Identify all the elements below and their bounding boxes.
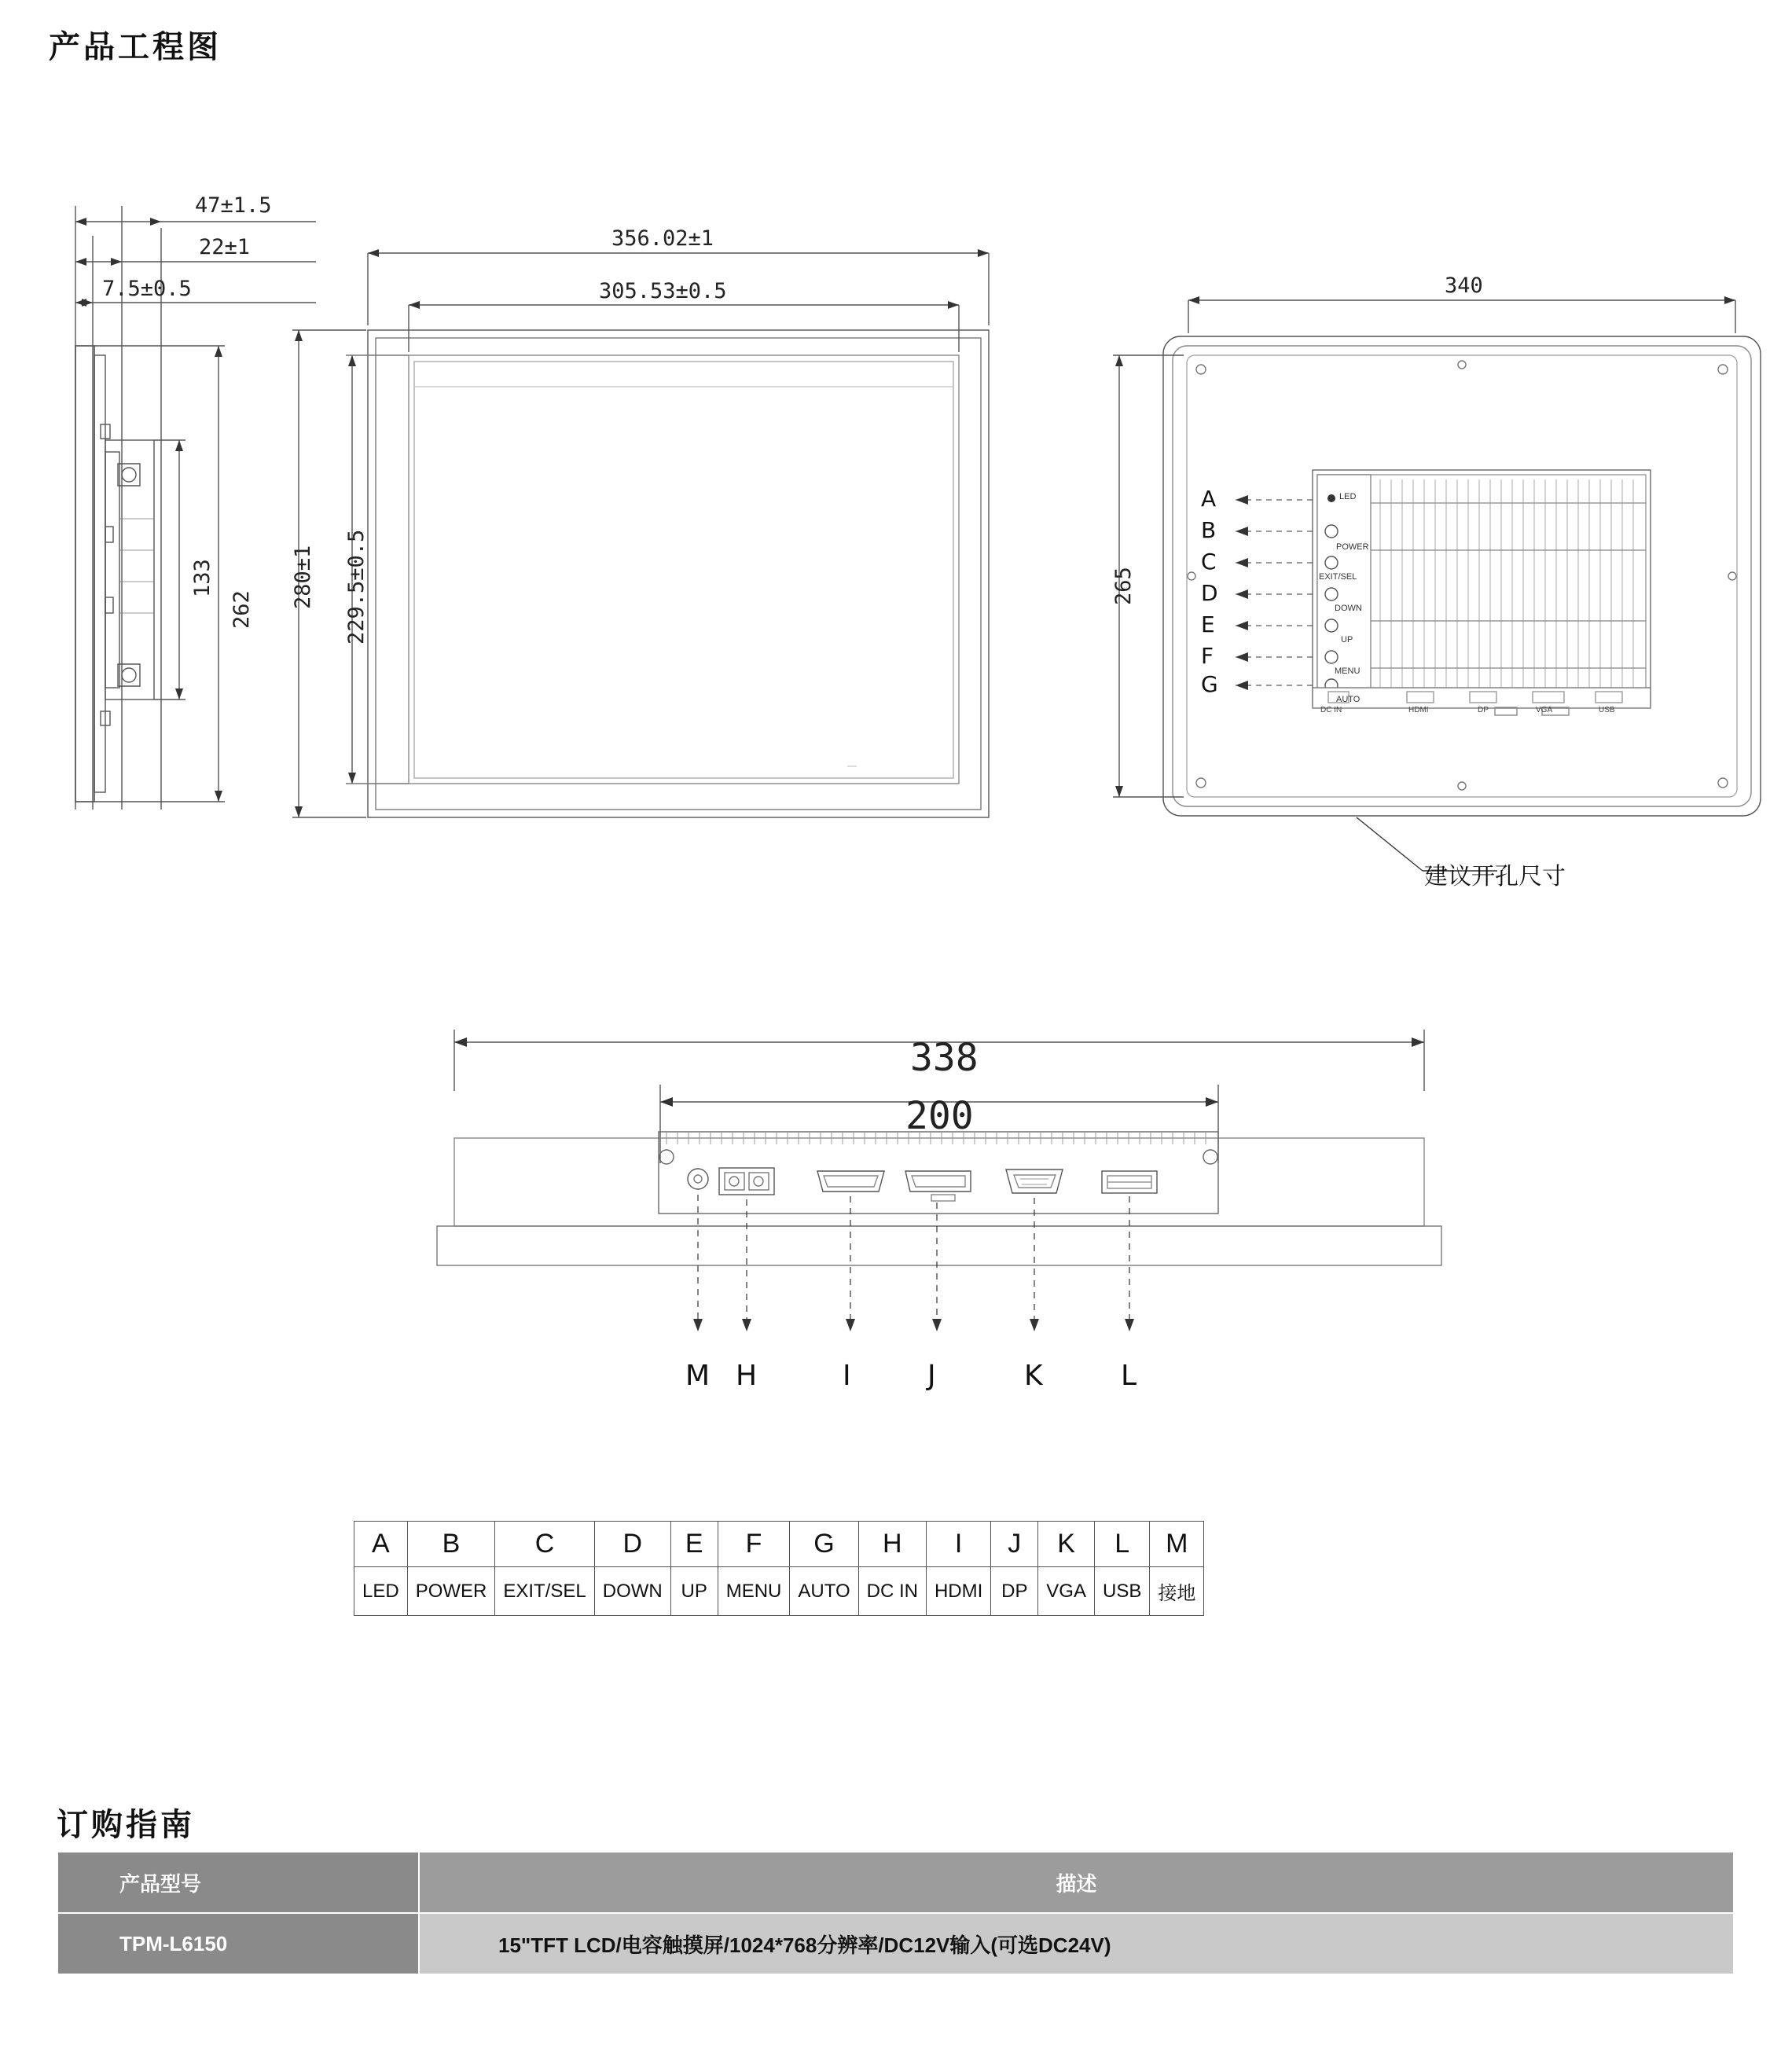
callout-b: B <box>1201 517 1217 543</box>
callout-j: J <box>927 1360 936 1392</box>
rear-label-power: POWER <box>1336 542 1369 552</box>
dim-front-width-active: 305.53±0.5 <box>599 279 727 303</box>
dim-front-height-outer: 280±1 <box>291 545 315 609</box>
page-title-engineering: 产品工程图 <box>49 30 222 64</box>
ordering-header-model: 产品型号 <box>57 1852 419 1913</box>
legend-key-i: I <box>926 1522 990 1567</box>
dim-side-height-262: 262 <box>230 590 254 629</box>
legend-value-j: DP <box>991 1567 1038 1616</box>
dim-side-depth-mid: 22±1 <box>199 235 251 259</box>
legend-value-l: USB <box>1094 1567 1149 1616</box>
legend-key-l: L <box>1094 1522 1149 1567</box>
rear-label-usb: USB <box>1599 706 1615 714</box>
rear-label-menu: MENU <box>1335 666 1361 676</box>
legend-key-e: E <box>670 1522 718 1567</box>
callout-i: I <box>843 1360 851 1392</box>
page-title-ordering: 订购指南 <box>57 1808 195 1842</box>
callout-d: D <box>1201 580 1218 606</box>
legend-value-k: VGA <box>1038 1567 1095 1616</box>
callout-a: A <box>1201 486 1217 512</box>
legend-key-g: G <box>790 1522 858 1567</box>
legend-value-i: HDMI <box>926 1567 990 1616</box>
ordering-header-row <box>57 1852 1734 1913</box>
callout-f: F <box>1201 643 1214 669</box>
callout-g: G <box>1201 671 1218 697</box>
dim-side-depth-total: 47±1.5 <box>195 193 272 218</box>
rear-label-exit-sel: EXIT/SEL <box>1319 572 1357 582</box>
callout-m: M <box>685 1360 711 1392</box>
dim-bottom-width-inner: 200 <box>905 1094 974 1138</box>
dim-front-width-outer: 356.02±1 <box>611 226 714 251</box>
rear-label-dc-in: DC IN <box>1320 706 1342 714</box>
dim-side-depth-front: 7.5±0.5 <box>102 277 192 301</box>
legend-value-a: LED <box>354 1567 408 1616</box>
legend-value-g: AUTO <box>790 1567 858 1616</box>
ordering-guide-table <box>57 1851 1735 1975</box>
dim-bottom-width-outer: 338 <box>910 1036 979 1080</box>
legend-value-m: 接地 <box>1150 1567 1204 1616</box>
legend-value-f: MENU <box>718 1567 790 1616</box>
legend-value-c: EXIT/SEL <box>495 1567 594 1616</box>
rear-label-up: UP <box>1341 635 1353 644</box>
top-views-drawing <box>0 0 1792 982</box>
callout-c: C <box>1201 549 1217 575</box>
legend-key-d: D <box>594 1522 670 1567</box>
rear-label-led: LED <box>1339 492 1357 501</box>
dim-side-height-133: 133 <box>190 559 215 597</box>
legend-key-m: M <box>1150 1522 1204 1567</box>
callout-e: E <box>1201 611 1215 637</box>
rear-label-down: DOWN <box>1335 604 1362 613</box>
cutout-note: 建议开孔尺寸 <box>1424 864 1566 890</box>
dim-front-height-active: 229.5±0.5 <box>344 529 369 644</box>
callout-legend-table <box>354 1521 1204 1616</box>
legend-header-row <box>354 1522 1204 1567</box>
ordering-cell-model: TPM-L6150 <box>57 1913 419 1974</box>
legend-key-h: H <box>858 1522 926 1567</box>
callout-l: L <box>1121 1360 1137 1392</box>
legend-value-h: DC IN <box>858 1567 926 1616</box>
legend-key-j: J <box>991 1522 1038 1567</box>
callout-k: K <box>1024 1360 1043 1392</box>
legend-key-b: B <box>407 1522 495 1567</box>
dim-rear-width: 340 <box>1445 274 1483 298</box>
rear-label-auto: AUTO <box>1336 695 1361 704</box>
legend-value-d: DOWN <box>594 1567 670 1616</box>
legend-value-row <box>354 1567 1204 1616</box>
rear-label-vga: VGA <box>1536 706 1553 714</box>
dim-rear-height: 265 <box>1111 567 1136 605</box>
table-row <box>57 1913 1734 1974</box>
legend-key-c: C <box>495 1522 594 1567</box>
ordering-cell-description: 15"TFT LCD/电容触摸屏/1024*768分辨率/DC12V输入(可选DC24V) <box>419 1913 1734 1974</box>
legend-key-f: F <box>718 1522 790 1567</box>
legend-key-k: K <box>1038 1522 1095 1567</box>
ordering-header-description: 描述 <box>419 1852 1734 1913</box>
rear-label-hdmi: HDMI <box>1408 706 1429 714</box>
bottom-view-drawing <box>0 1014 1792 1407</box>
legend-value-e: UP <box>670 1567 718 1616</box>
rear-label-dp: DP <box>1478 706 1489 714</box>
legend-key-a: A <box>354 1522 408 1567</box>
legend-value-b: POWER <box>407 1567 495 1616</box>
callout-h: H <box>736 1360 758 1392</box>
